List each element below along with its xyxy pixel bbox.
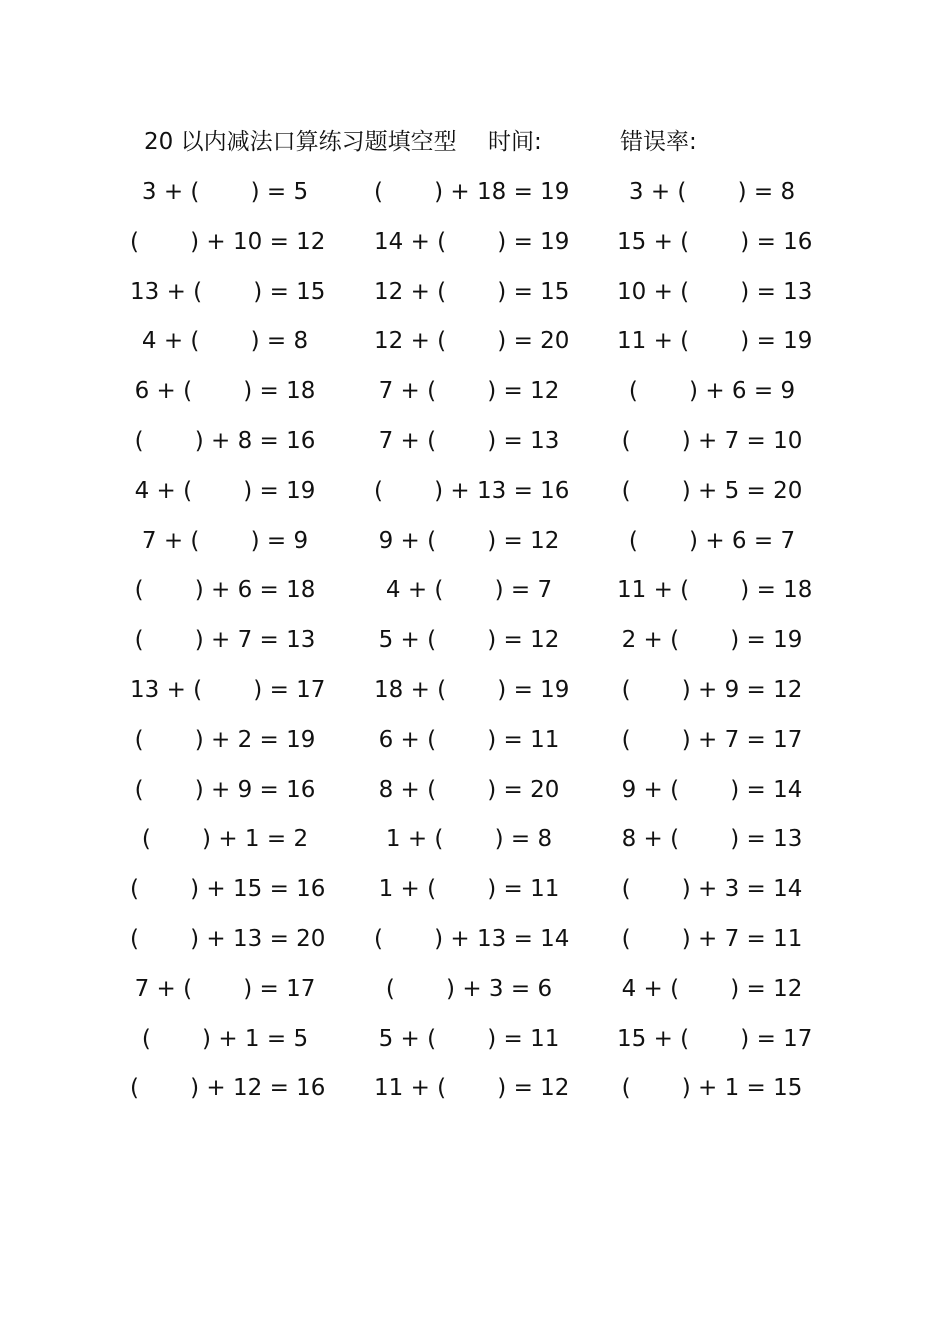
addition-problem: ( ) + 18 = 19: [374, 179, 570, 205]
problem-row: [0, 525, 950, 575]
addition-problem: 13 + ( ) = 17: [130, 676, 326, 703]
problem-row: [0, 873, 950, 923]
addition-problem: 3 + ( ) = 5: [141, 179, 309, 205]
addition-problem: 6 + ( ) = 11: [378, 726, 560, 753]
addition-problem: ( ) + 3 = 14: [621, 876, 803, 903]
addition-problem: ( ) + 6 = 9: [628, 378, 796, 405]
addition-problem: 8 + ( ) = 20: [378, 776, 560, 803]
addition-problem: 7 + ( ) = 17: [134, 975, 316, 1002]
addition-problem: 9 + ( ) = 12: [378, 527, 560, 554]
addition-problem: 11 + ( ) = 18: [617, 577, 813, 604]
problem-row: [0, 774, 950, 824]
addition-problem: 11 + ( ) = 19: [617, 328, 813, 355]
addition-problem: 15 + ( ) = 16: [617, 228, 813, 255]
addition-problem: 4 + ( ) = 7: [385, 577, 553, 604]
addition-problem: 11 + ( ) = 12: [374, 1075, 570, 1102]
problem-row: [0, 1072, 950, 1122]
problem-row: [0, 1023, 950, 1073]
addition-problem: 3 + ( ) = 8: [628, 179, 796, 205]
addition-problem: 13 + ( ) = 15: [130, 278, 326, 305]
addition-problem: ( ) + 9 = 16: [134, 776, 316, 803]
addition-problem: 6 + ( ) = 18: [134, 378, 316, 405]
problem-row: [0, 823, 950, 873]
problem-row: [0, 624, 950, 674]
addition-problem: ( ) + 7 = 10: [621, 427, 803, 454]
addition-problem: 1 + ( ) = 8: [385, 826, 553, 853]
error-rate-label: 错误率:: [620, 129, 697, 155]
addition-problem: 15 + ( ) = 17: [617, 1025, 813, 1052]
addition-problem: ( ) + 10 = 12: [130, 228, 326, 255]
problem-grid: [0, 176, 950, 1122]
problem-row: [0, 276, 950, 326]
addition-problem: 8 + ( ) = 13: [621, 826, 803, 853]
problem-row: [0, 674, 950, 724]
addition-problem: ( ) + 5 = 20: [621, 477, 803, 504]
addition-problem: ( ) + 6 = 18: [134, 577, 316, 604]
addition-problem: 12 + ( ) = 20: [374, 328, 570, 355]
problem-row: [0, 724, 950, 774]
addition-problem: 5 + ( ) = 11: [378, 1025, 560, 1052]
addition-problem: ( ) + 1 = 15: [621, 1075, 803, 1102]
addition-problem: 7 + ( ) = 9: [141, 527, 309, 554]
problem-row: [0, 574, 950, 624]
addition-problem: 12 + ( ) = 15: [374, 278, 570, 305]
addition-problem: ( ) + 2 = 19: [134, 726, 316, 753]
addition-problem: ( ) + 7 = 17: [621, 726, 803, 753]
addition-problem: ( ) + 12 = 16: [130, 1075, 326, 1102]
addition-problem: ( ) + 13 = 16: [374, 477, 570, 504]
addition-problem: 10 + ( ) = 13: [617, 278, 813, 305]
time-label: 时间:: [488, 129, 542, 155]
worksheet-title: 20 以内减法口算练习题填空型: [144, 129, 457, 155]
problem-row: [0, 475, 950, 525]
problem-row: [0, 176, 950, 226]
addition-problem: ( ) + 1 = 5: [141, 1025, 309, 1052]
addition-problem: ( ) + 7 = 13: [134, 627, 316, 654]
problem-row: [0, 226, 950, 276]
addition-problem: 18 + ( ) = 19: [374, 676, 570, 703]
addition-problem: ( ) + 1 = 2: [141, 826, 309, 853]
addition-problem: ( ) + 13 = 20: [130, 925, 326, 952]
problem-row: [0, 425, 950, 475]
addition-problem: ( ) + 8 = 16: [134, 427, 316, 454]
addition-problem: 14 + ( ) = 19: [374, 228, 570, 255]
addition-problem: ( ) + 13 = 14: [374, 925, 570, 952]
addition-problem: 2 + ( ) = 19: [621, 627, 803, 654]
problem-row: [0, 375, 950, 425]
addition-problem: 1 + ( ) = 11: [378, 876, 560, 903]
problem-row: [0, 923, 950, 973]
addition-problem: 7 + ( ) = 13: [378, 427, 560, 454]
addition-problem: 9 + ( ) = 14: [621, 776, 803, 803]
addition-problem: 4 + ( ) = 12: [621, 975, 803, 1002]
addition-problem: ( ) + 3 = 6: [385, 975, 553, 1002]
addition-problem: 5 + ( ) = 12: [378, 627, 560, 654]
problem-row: [0, 325, 950, 375]
problem-row: [0, 973, 950, 1023]
addition-problem: 4 + ( ) = 19: [134, 477, 316, 504]
addition-problem: ( ) + 15 = 16: [130, 876, 326, 903]
addition-problem: ( ) + 9 = 12: [621, 676, 803, 703]
addition-problem: ( ) + 6 = 7: [628, 527, 796, 554]
addition-problem: ( ) + 7 = 11: [621, 925, 803, 952]
addition-problem: 4 + ( ) = 8: [141, 328, 309, 355]
worksheet-header: [144, 126, 844, 158]
addition-problem: 7 + ( ) = 12: [378, 378, 560, 405]
